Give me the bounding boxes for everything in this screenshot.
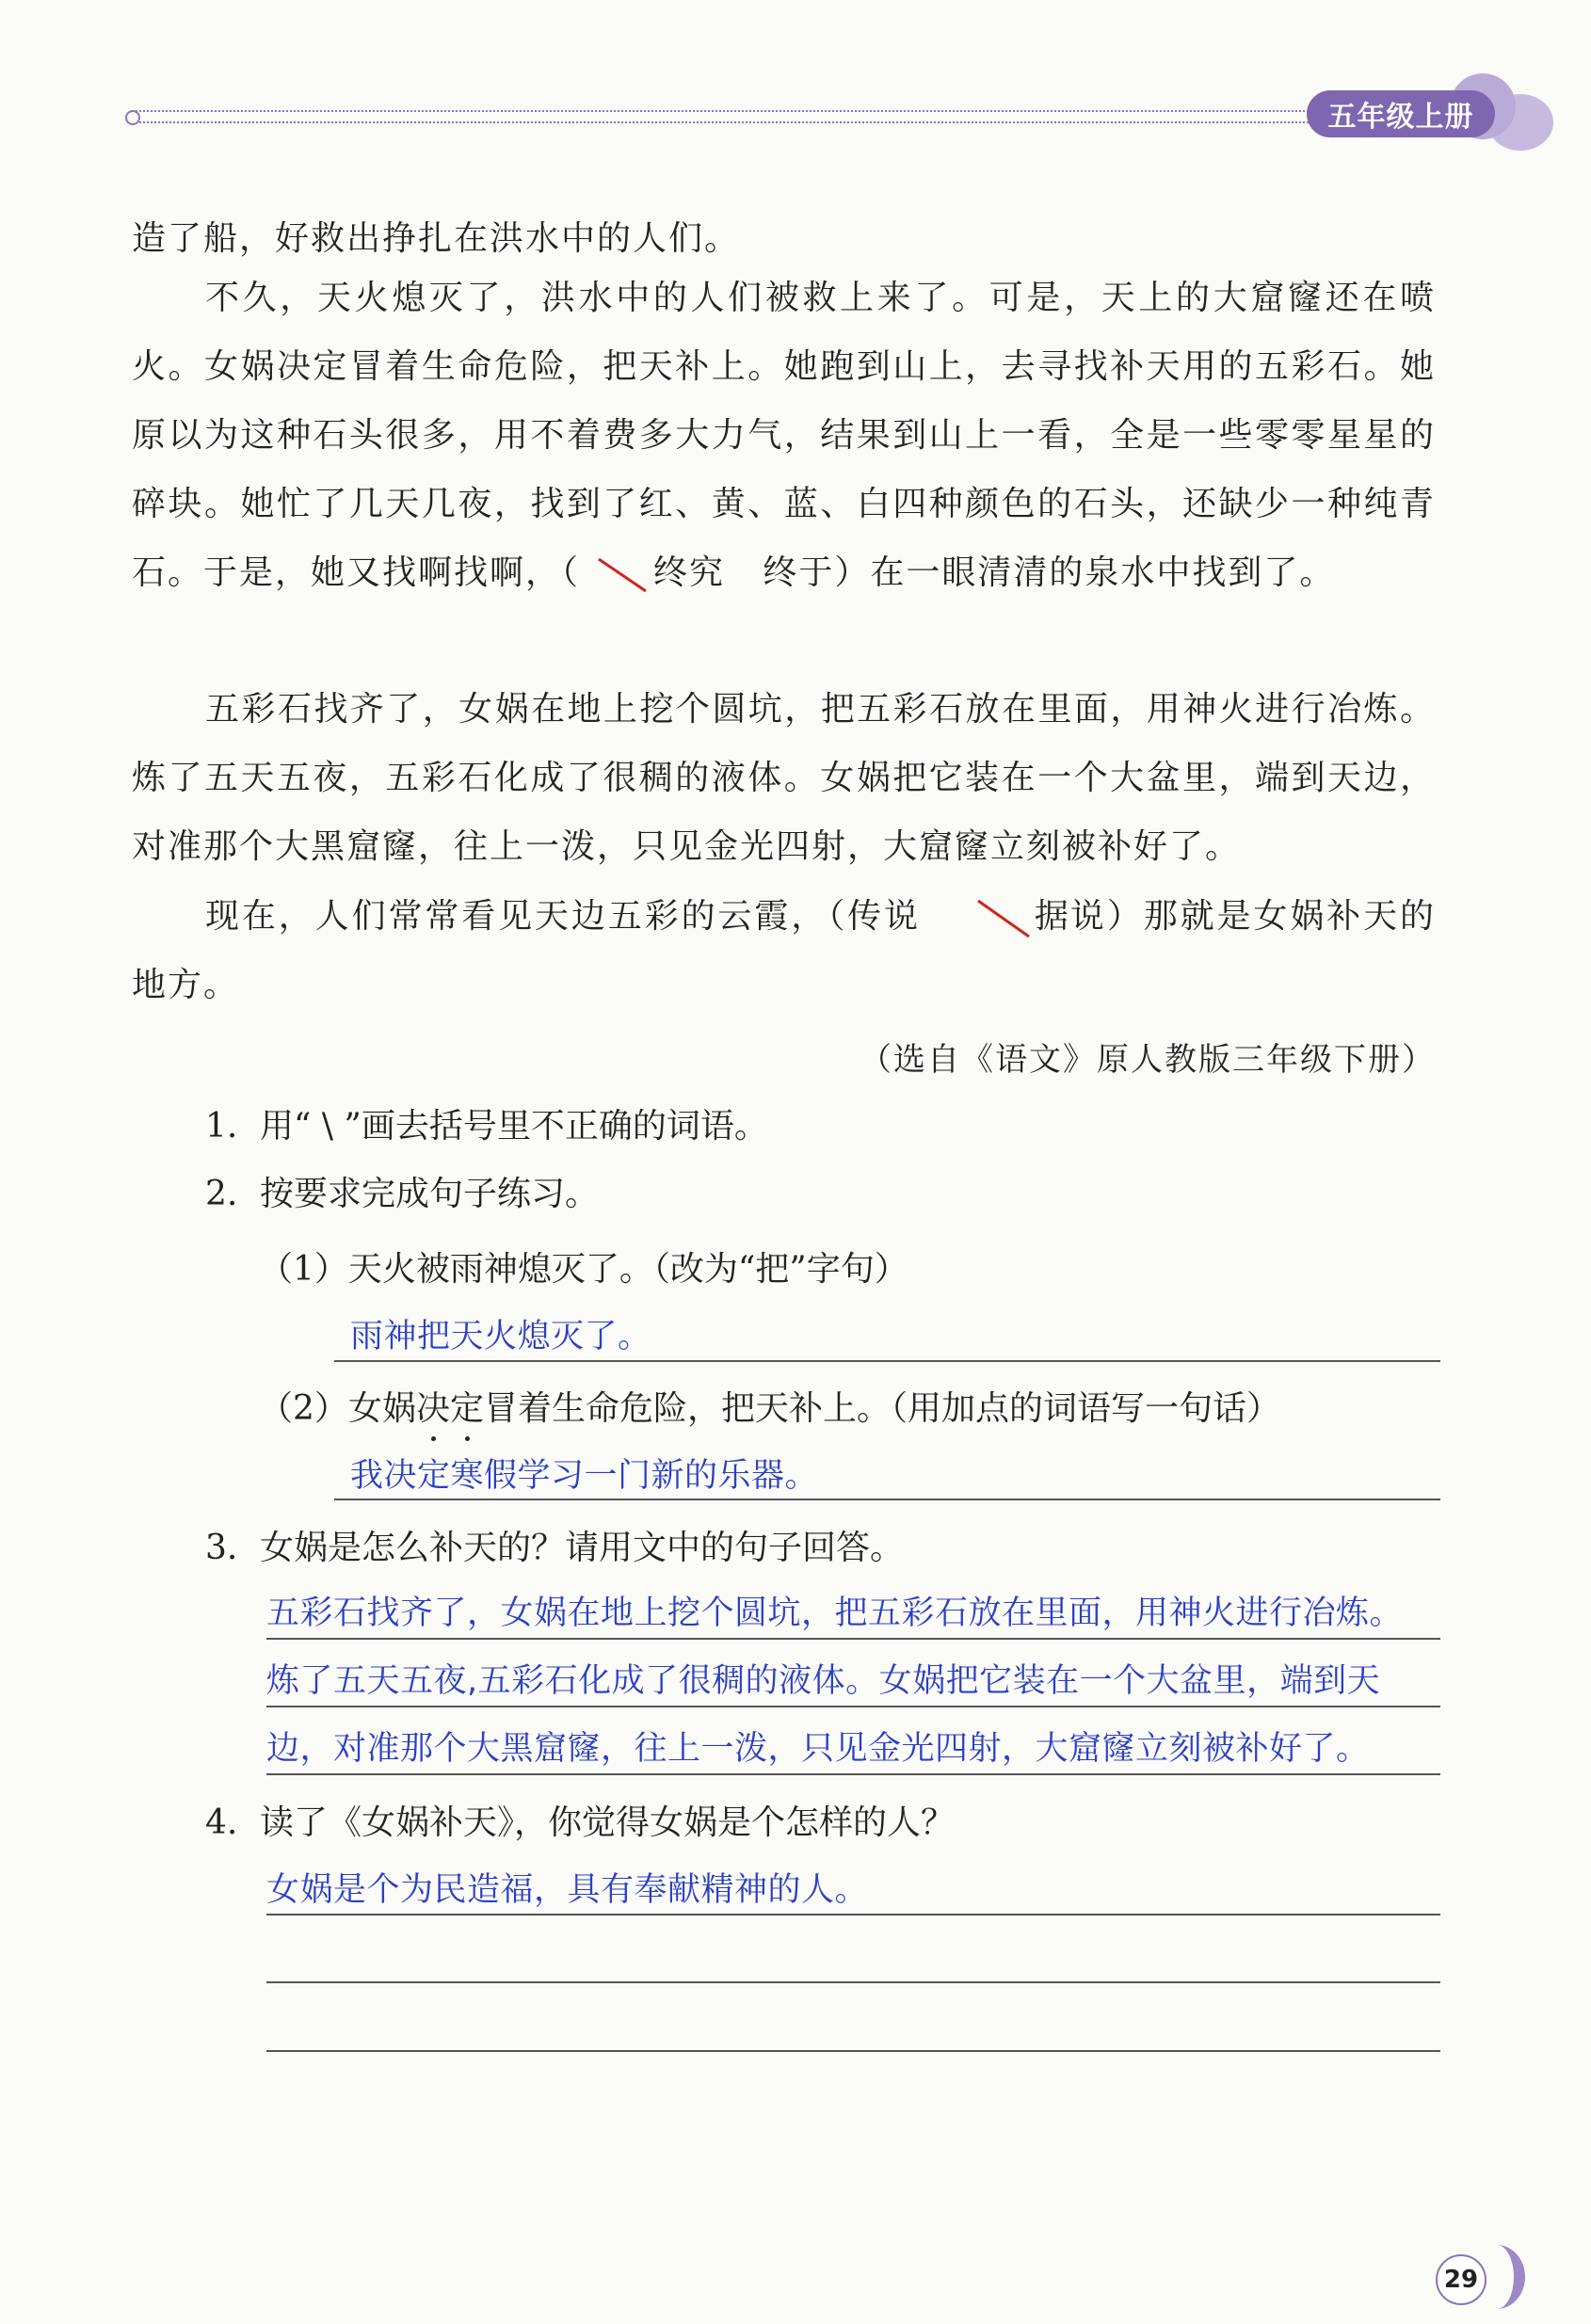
decor-bubble (1487, 94, 1553, 151)
question-text: 按要求完成句子练习。 (260, 1175, 600, 1213)
dotted-char: 定 (450, 1382, 484, 1430)
strike-mark (593, 553, 651, 595)
passage-paragraph: 五彩石找齐了，女娲在地上挖个圆坑，把五彩石放在里面，用神火进行冶炼。炼了五天五夜，五彩石化成了很稠的液体。女娲把它装在一个大盆里，端到天边，对准那个大黑窟窿，往上一泼，只见金光四射，大窟窿立刻被补好了。 (132, 690, 1436, 866)
answer-line[interactable] (266, 2050, 1440, 2052)
subquestion-2 (259, 1382, 1280, 1430)
grade-badge: 五年级上册 (1307, 90, 1495, 137)
dotted-char: 决 (416, 1382, 450, 1430)
page-number: 29 (1436, 2254, 1487, 2305)
passage-text: 现在，人们常常看见天边五彩的云霞，（ (205, 897, 848, 936)
question-2 (205, 1167, 599, 1215)
source-citation: （选自《语文》原人教版三年级下册） (860, 1041, 1436, 1079)
passage-text: ）那就是女娲补天的地方。 (132, 897, 1436, 1004)
question-text: 读了《女娲补天》，你觉得女娲是个怎样的人？ (260, 1803, 956, 1842)
passage-paragraph (132, 264, 1436, 607)
passage-paragraph (132, 882, 1436, 1019)
answer-3-line-3[interactable]: 边，对准那个大黑窟窿，往上一泼，只见金光四射，大窟窿立刻被补好了。 (266, 1730, 1370, 1768)
answer-line (334, 1499, 1440, 1500)
question-number: 3. (205, 1529, 238, 1567)
word-choice: 终于 (763, 553, 835, 592)
question-4 (205, 1796, 955, 1844)
word-choice-struck: 终究 (580, 538, 725, 607)
answer-line (334, 1360, 1440, 1362)
question-text: 女娲是怎么补天的？请用文中的句子回答。 (260, 1529, 905, 1567)
question-number: 2. (205, 1175, 238, 1213)
answer-line (266, 1914, 1440, 1915)
question-number: 1. (205, 1107, 238, 1146)
answer-3-line-2[interactable]: 炼了五天五夜,五彩石化成了很稠的液体。女娲把它装在一个大盆里，端到天 (266, 1662, 1381, 1700)
subquestion-text: 天火被雨神熄灭了。（改为“把”字句） (347, 1250, 908, 1289)
question-number: 4. (205, 1803, 238, 1842)
answer-2-2[interactable]: 我决定寒假学习一门新的乐器。 (350, 1457, 819, 1495)
question-text: 用“ \ ”画去括号里不正确的词语。 (260, 1107, 768, 1146)
passage-text: ）在一眼清清的泉水中找到了。 (834, 553, 1336, 592)
answer-line (266, 1706, 1440, 1707)
question-3 (205, 1521, 904, 1569)
answer-line[interactable] (266, 1981, 1440, 1983)
answer-4[interactable]: 女娲是个为民造福，具有奉献精神的人。 (266, 1871, 869, 1909)
subquestion-1 (259, 1242, 908, 1290)
strike-mark (974, 897, 1033, 938)
subquestion-number: （2） (259, 1389, 348, 1428)
subquestion-text: 女娲 (347, 1389, 416, 1428)
passage-text: 不久，天火熄灭了，洪水中的人们被救上来了。可是，天上的大窟窿还在喷火。女娲决定冒着生命危险，把天补上。她跑到山上，去寻找补天用的五彩石。她原以为这种石头很多，用不着费多大力气，结果到山上一看，全是一些零零星星的碎块。她忙了几天几夜，找到了红、黄、蓝、白四种颜色的石头，还缺少一种纯青石。于是，她又找啊找啊，（ (132, 279, 1436, 592)
question-1 (205, 1099, 768, 1147)
subquestion-number: （1） (259, 1250, 348, 1289)
subquestion-text: 冒着生命危险，把天补上。（用加点的词语写一句话） (483, 1389, 1280, 1428)
answer-2-1[interactable]: 雨神把天火熄灭了。 (350, 1318, 651, 1355)
answer-line (266, 1773, 1440, 1775)
word-choice-struck: 据说 (961, 882, 1106, 951)
word-choice: 传说 (847, 897, 921, 936)
header-rule-end (125, 110, 140, 125)
passage-line: 造了船，好救出挣扎在洪水中的人们。 (132, 219, 741, 258)
answer-3-line-1[interactable]: 五彩石找齐了，女娲在地上挖个圆坑，把五彩石放在里面，用神火进行冶炼。 (266, 1595, 1404, 1632)
answer-line (266, 1638, 1440, 1640)
header-rule (132, 110, 1309, 123)
